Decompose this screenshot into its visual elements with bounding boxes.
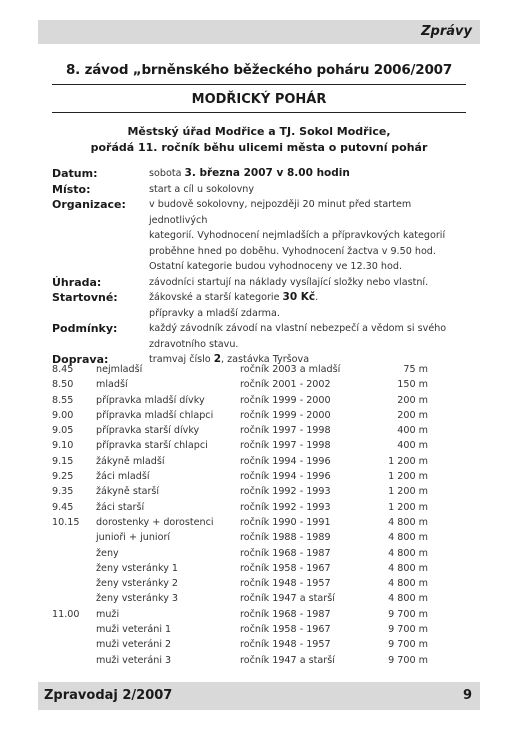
schedule-distance: 9 700 m [388,608,428,620]
schedule-row [52,456,466,471]
info-row-datum [52,166,466,182]
schedule-time: 8.50 [52,379,74,391]
schedule-time: 9.25 [52,471,74,483]
page-number: 9 [462,688,472,703]
article-title: 8. závod „brněnského běžeckého poháru 2006/2007 [65,62,453,78]
schedule-distance: 4 800 m [388,562,428,574]
schedule-row [52,440,466,455]
schedule-row [52,548,466,563]
schedule-row [52,471,466,486]
schedule-time: 11.00 [52,608,80,620]
info-row-organizace [52,197,466,275]
schedule-category: žáci starší [96,501,145,513]
intro-line-1: Městský úřad Modřice a TJ. Sokol Modřice, [127,125,391,138]
info-misto-value: start a cíl u sokolovny [149,183,255,195]
schedule-year: ročník 1947 a starší [240,654,335,666]
schedule-category: ženy vsteránky 3 [96,593,179,605]
info-doprava-prefix: tramvaj číslo [149,354,214,365]
schedule-category: nejmladší [96,364,143,375]
schedule-time: 10.15 [52,516,80,528]
schedule-row [52,609,466,624]
schedule-year: ročník 2003 a mladší [240,364,341,375]
info-label-startovne: Startovné: [52,291,118,304]
schedule-distance: 4 800 m [388,516,428,528]
info-row-podminky [52,321,466,352]
info-label-uhrada: Úhrada: [52,275,102,289]
schedule-time: 9.45 [52,501,74,513]
schedule-row [52,593,466,608]
info-organizace-line: Ostatní kategorie budou vyhodnoceny ve 12.30 hod. [149,261,403,272]
schedule-category: přípravka starší dívky [96,425,200,437]
schedule-year: ročník 1948 - 1957 [240,639,331,651]
schedule-distance: 9 700 m [388,654,428,666]
schedule-year: ročník 2001 - 2002 [240,379,331,391]
schedule-year: ročník 1947 a starší [240,593,335,605]
info-label-doprava: Doprava: [52,353,109,366]
schedule-time: 8.55 [52,394,74,406]
schedule-distance: 1 200 m [388,455,428,467]
info-organizace-line: proběhne hned po doběhu. Vyhodnocení žactva v 9.50 hod. [149,245,436,257]
race-schedule [52,364,466,670]
schedule-distance: 200 m [397,394,428,406]
schedule-year: ročník 1994 - 1996 [240,455,331,467]
schedule-distance: 1 200 m [388,471,428,483]
schedule-row [52,379,466,394]
info-label-podminky: Podmínky: [52,322,118,335]
schedule-distance: 150 m [397,379,428,391]
schedule-time: 9.05 [52,425,74,437]
schedule-row [52,532,466,547]
article-subtitle: MODŘICKÝ POHÁR [191,92,327,107]
schedule-distance: 75 m [403,364,428,375]
schedule-time: 9.15 [52,455,74,467]
info-organizace-line: kategorií. Vyhodnocení nejmladších a přípravkových kategorií [149,230,446,241]
info-startovne-amount: 30 Kč [282,291,316,303]
schedule-year: ročník 1948 - 1957 [240,578,331,590]
schedule-row [52,425,466,440]
info-row-uhrada [52,275,466,291]
schedule-year: ročník 1958 - 1967 [240,562,331,574]
schedule-distance: 4 800 m [388,532,428,544]
schedule-year: ročník 1990 - 1991 [240,516,331,528]
schedule-distance: 9 700 m [388,624,428,636]
info-label-organizace: Organizace: [52,198,126,211]
schedule-year: ročník 1988 - 1989 [240,532,331,544]
schedule-category: muži veteráni 1 [96,624,172,636]
schedule-row [52,578,466,593]
schedule-distance: 400 m [397,425,428,437]
schedule-category: žákyně mladší [96,455,165,467]
schedule-distance: 400 m [397,440,428,452]
schedule-category: ženy vsteránky 1 [96,562,179,574]
schedule-category: muži veteráni 2 [96,639,172,651]
schedule-category: muži veteráni 3 [96,654,172,666]
info-label-datum: Datum: [52,167,98,180]
schedule-year: ročník 1958 - 1967 [240,624,331,636]
schedule-category: žáci mladší [96,471,150,483]
info-uhrada-value: závodníci startují na náklady vysílající složky nebo vlastní. [149,276,429,288]
schedule-distance: 9 700 m [388,639,428,651]
schedule-row [52,639,466,654]
schedule-category: přípravka mladší chlapci [96,409,214,421]
title-divider-top [52,84,466,85]
schedule-category: dorostenky + dorostenci [96,516,214,528]
schedule-category: mladší [96,379,128,391]
schedule-category: muži [96,608,120,620]
info-podminky-line: každý závodník závodí na vlastní nebezpečí a vědom si svého [149,323,447,334]
title-divider-bottom [52,112,466,113]
schedule-year: ročník 1992 - 1993 [240,501,331,513]
section-label: Zprávy [421,24,472,39]
schedule-year: ročník 1999 - 2000 [240,394,331,406]
schedule-year: ročník 1997 - 1998 [240,440,331,452]
section-header-bar [38,20,480,44]
schedule-time: 8.45 [52,364,74,375]
info-datum-prefix: sobota [149,168,185,179]
info-row-misto [52,182,466,198]
info-datum-value: 3. března 2007 v 8.00 hodin [184,167,350,179]
schedule-row [52,395,466,410]
event-info [52,166,466,368]
info-podminky-line: zdravotního stavu. [149,338,239,350]
schedule-year: ročník 1994 - 1996 [240,471,331,483]
schedule-distance: 200 m [397,409,428,421]
schedule-time: 9.10 [52,440,74,452]
schedule-distance: 4 800 m [388,593,428,605]
info-startovne-suffix: . [315,292,319,303]
publication-name: Zpravodaj 2/2007 [44,688,173,703]
schedule-year: ročník 1992 - 1993 [240,486,331,498]
schedule-distance: 4 800 m [388,578,428,590]
schedule-distance: 4 800 m [388,547,428,559]
schedule-row [52,486,466,501]
info-startovne-line2: přípravky a mladší zdarma. [149,307,280,319]
info-doprava-number: 2 [213,353,222,365]
info-startovne-prefix: žákovské a starší kategorie [149,292,283,303]
schedule-time: 9.35 [52,486,74,498]
info-row-startovne [52,290,466,321]
schedule-year: ročník 1997 - 1998 [240,425,331,437]
schedule-row [52,364,466,379]
schedule-distance: 1 200 m [388,486,428,498]
schedule-category: přípravka starší chlapci [96,440,208,452]
info-doprava-suffix: , zastávka Tyršova [221,354,310,365]
schedule-row [52,624,466,639]
schedule-time: 9.00 [52,409,74,421]
schedule-year: ročník 1968 - 1987 [240,608,331,620]
schedule-category: ženy [96,547,119,559]
schedule-year: ročník 1999 - 2000 [240,409,331,421]
info-organizace-line: v budově sokolovny, nejpozději 20 minut před startem jednotlivých [149,199,412,226]
footer-bar [38,682,480,710]
schedule-distance: 1 200 m [388,501,428,513]
schedule-category: junioři + juniorí [96,532,171,544]
schedule-row [52,502,466,517]
intro-text [70,124,448,156]
schedule-year: ročník 1968 - 1987 [240,547,331,559]
schedule-row [52,410,466,425]
info-label-misto: Místo: [52,182,91,196]
schedule-row [52,563,466,578]
intro-line-2: pořádá 11. ročník běhu ulicemi města o putovní pohár [90,141,428,154]
schedule-category: přípravka mladší dívky [96,394,205,406]
schedule-row [52,655,466,670]
schedule-category: žákyně starší [96,486,160,498]
schedule-category: ženy vsteránky 2 [96,578,179,590]
schedule-row [52,517,466,532]
